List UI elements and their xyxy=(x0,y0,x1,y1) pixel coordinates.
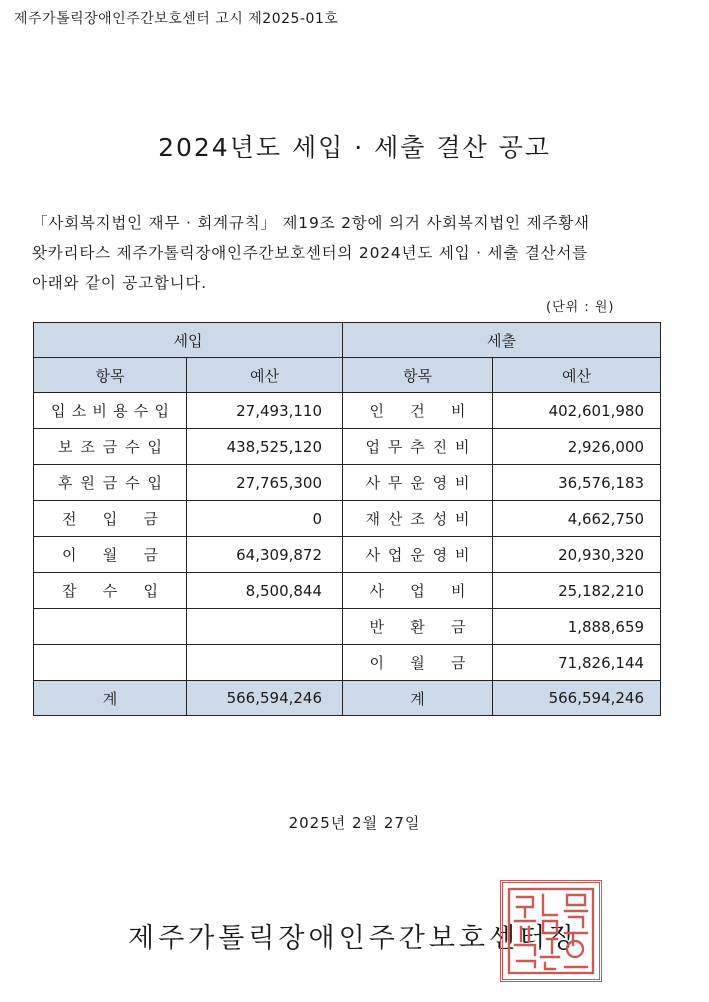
expense-item-char: 금 xyxy=(451,618,466,636)
revenue-amount: 64,309,872 xyxy=(187,537,343,573)
expense-item-name xyxy=(343,645,493,681)
expense-item-char: 영 xyxy=(432,546,448,564)
expense-item-name xyxy=(343,501,493,537)
revenue-amount xyxy=(187,645,343,681)
expense-amount: 1,888,659 xyxy=(493,609,661,645)
expense-item-char: 운 xyxy=(410,474,425,492)
table-row xyxy=(34,501,661,537)
expense-item-char: 재 xyxy=(365,510,381,528)
revenue-item-name xyxy=(34,609,187,645)
revenue-item-name xyxy=(34,429,187,465)
revenue-item-char: 원 xyxy=(80,474,95,492)
expense-item-char: 비 xyxy=(455,438,470,456)
revenue-item-char: 금 xyxy=(102,438,118,456)
revenue-total-label: 계 xyxy=(34,681,187,716)
revenue-item-char: 수 xyxy=(102,582,118,600)
revenue-header: 세입 xyxy=(34,323,343,358)
revenue-item-name xyxy=(34,537,187,573)
revenue-item-char: 금 xyxy=(143,510,158,528)
expense-item-char: 금 xyxy=(451,654,466,672)
revenue-item-char: 후 xyxy=(58,474,73,492)
revenue-item-char: 월 xyxy=(102,546,118,564)
expense-item-char: 건 xyxy=(410,402,425,420)
expense-budget-column-header: 예산 xyxy=(493,358,661,393)
expense-item-char: 업 xyxy=(365,438,381,456)
revenue-amount xyxy=(187,609,343,645)
table-row xyxy=(34,609,661,645)
settlement-table-body xyxy=(34,393,661,681)
revenue-budget-column-header: 예산 xyxy=(187,358,343,393)
expense-item-char: 환 xyxy=(410,618,425,636)
notice-number: 제주가톨릭장애인주간보호센터 고시 제2025-01호 xyxy=(14,11,339,27)
revenue-item-name xyxy=(34,465,187,501)
revenue-item-char: 소 xyxy=(71,402,87,420)
expense-item-char: 성 xyxy=(432,510,448,528)
expense-amount: 2,926,000 xyxy=(493,429,661,465)
expense-item-char: 무 xyxy=(387,474,403,492)
expense-item-column-header: 항목 xyxy=(343,358,493,393)
revenue-amount: 8,500,844 xyxy=(187,573,343,609)
expense-item-char: 무 xyxy=(387,438,403,456)
expense-item-char: 사 xyxy=(369,582,385,600)
table-row xyxy=(34,645,661,681)
revenue-item-name xyxy=(34,573,187,609)
expense-item-char: 월 xyxy=(410,654,425,672)
expense-item-char: 사 xyxy=(365,474,381,492)
expense-item-char: 영 xyxy=(432,474,448,492)
table-row xyxy=(34,573,661,609)
revenue-item-char: 입 xyxy=(147,438,162,456)
expense-total-amount: 566,594,246 xyxy=(493,681,661,716)
revenue-amount: 0 xyxy=(187,501,343,537)
expense-item-char: 인 xyxy=(369,402,385,420)
revenue-item-name xyxy=(34,645,187,681)
expense-amount: 25,182,210 xyxy=(493,573,661,609)
revenue-item-char: 수 xyxy=(125,474,140,492)
intro-line-2: 왓카리타스 제주가톨릭장애인주간보호센터의 2024년도 세입 · 세출 결산서를 xyxy=(32,244,588,262)
revenue-item-char: 입 xyxy=(154,402,169,420)
expense-amount: 4,662,750 xyxy=(493,501,661,537)
revenue-item-char: 수 xyxy=(133,402,149,420)
expense-item-char: 비 xyxy=(455,474,470,492)
expense-item-char: 반 xyxy=(369,618,385,636)
expense-item-char: 비 xyxy=(451,582,466,600)
revenue-item-char: 보 xyxy=(58,438,73,456)
expense-item-char: 진 xyxy=(432,438,448,456)
revenue-amount: 27,765,300 xyxy=(187,465,343,501)
revenue-item-char: 입 xyxy=(102,510,118,528)
revenue-item-column-header: 항목 xyxy=(34,358,187,393)
unit-note: (단위 : 원) xyxy=(546,300,615,315)
expense-item-char: 이 xyxy=(369,654,385,672)
revenue-item-char: 입 xyxy=(51,402,66,420)
expense-item-char: 사 xyxy=(365,546,381,564)
table-row xyxy=(34,537,661,573)
revenue-item-name xyxy=(34,393,187,429)
revenue-item-char: 조 xyxy=(80,438,95,456)
settlement-table xyxy=(33,322,661,716)
expense-item-char: 산 xyxy=(387,510,403,528)
revenue-amount: 27,493,110 xyxy=(187,393,343,429)
expense-item-name xyxy=(343,393,493,429)
expense-amount: 20,930,320 xyxy=(493,537,661,573)
official-seal-stamp xyxy=(500,880,602,982)
expense-item-name xyxy=(343,609,493,645)
document-title: 2024년도 세입 · 세출 결산 공고 xyxy=(158,133,551,162)
expense-amount: 402,601,980 xyxy=(493,393,661,429)
revenue-item-char: 용 xyxy=(113,402,128,420)
expense-item-name xyxy=(343,429,493,465)
expense-item-char: 추 xyxy=(410,438,425,456)
table-row xyxy=(34,393,661,429)
expense-item-char: 비 xyxy=(455,546,470,564)
revenue-item-char: 잡 xyxy=(62,582,77,600)
expense-amount: 71,826,144 xyxy=(493,645,661,681)
expense-item-char: 운 xyxy=(410,546,425,564)
revenue-item-char: 비 xyxy=(92,402,107,420)
revenue-total-amount: 566,594,246 xyxy=(187,681,343,716)
expense-amount: 36,576,183 xyxy=(493,465,661,501)
expense-header: 세출 xyxy=(343,323,661,358)
signer-name: 제주가톨릭장애인주간보호센터장 xyxy=(128,923,580,954)
intro-line-1: 「사회복지법인 재무 · 회계규칙」 제19조 2항에 의거 사회복지법인 제주황새 xyxy=(32,214,590,232)
table-row xyxy=(34,429,661,465)
expense-item-char: 비 xyxy=(451,402,466,420)
expense-item-char: 업 xyxy=(387,546,403,564)
intro-paragraph xyxy=(32,208,672,298)
revenue-item-char: 금 xyxy=(143,546,158,564)
revenue-item-char: 이 xyxy=(62,546,77,564)
expense-item-name xyxy=(343,537,493,573)
revenue-item-name xyxy=(34,501,187,537)
table-row xyxy=(34,465,661,501)
seal-glyph-pattern xyxy=(503,883,599,979)
expense-item-name xyxy=(343,573,493,609)
revenue-item-char: 입 xyxy=(147,474,162,492)
revenue-item-char: 입 xyxy=(143,582,158,600)
expense-item-char: 업 xyxy=(410,582,425,600)
expense-total-label: 계 xyxy=(343,681,493,716)
revenue-item-char: 수 xyxy=(125,438,140,456)
revenue-item-char: 금 xyxy=(102,474,118,492)
expense-item-char: 조 xyxy=(410,510,425,528)
announcement-date: 2025년 2월 27일 xyxy=(288,814,421,832)
expense-item-char: 비 xyxy=(455,510,470,528)
total-row xyxy=(34,681,661,716)
intro-line-3: 아래와 같이 공고합니다. xyxy=(32,274,207,292)
revenue-item-char: 전 xyxy=(62,510,77,528)
expense-item-name xyxy=(343,465,493,501)
revenue-amount: 438,525,120 xyxy=(187,429,343,465)
